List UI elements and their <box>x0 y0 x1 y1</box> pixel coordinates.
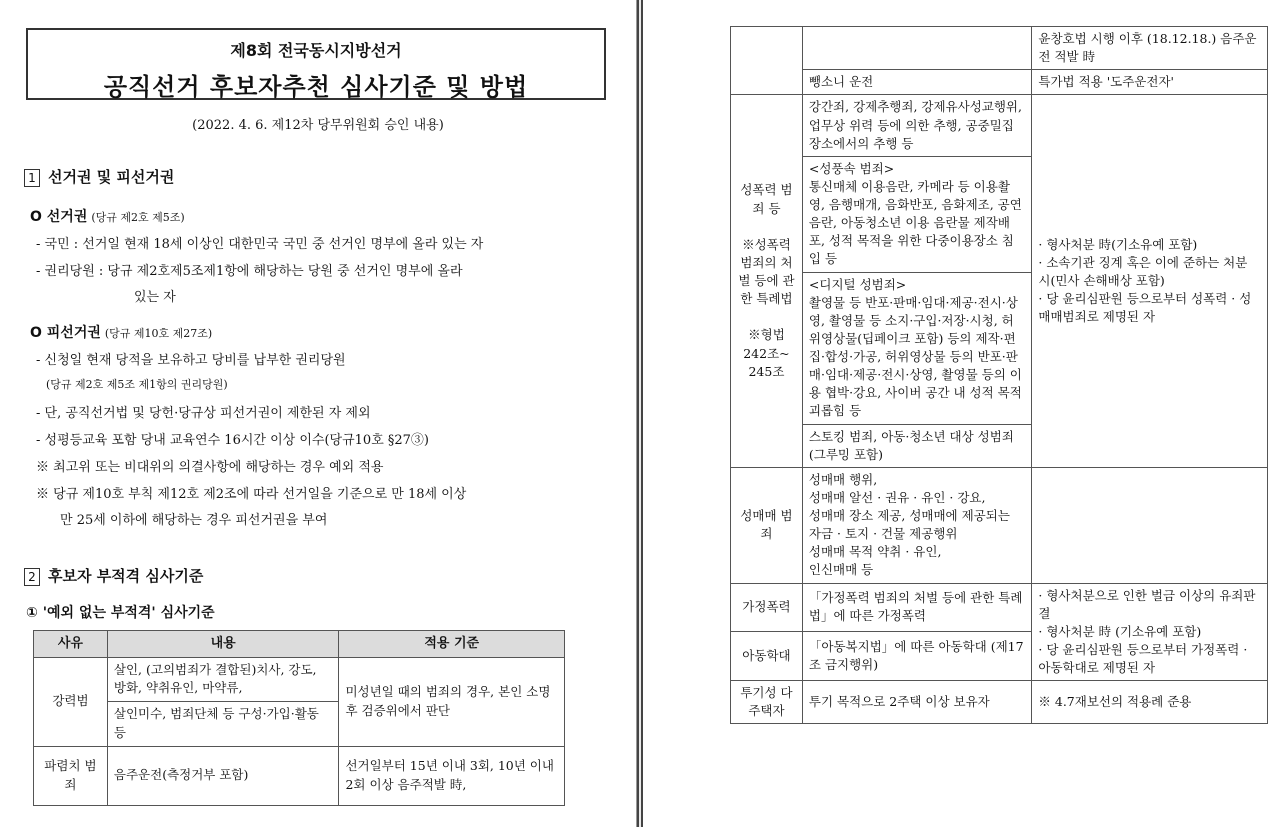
reason-cell: 아동학대 <box>731 632 803 681</box>
standard-cell <box>1032 467 1268 583</box>
table-row <box>731 467 1268 583</box>
content-cell: 뺑소니 운전 <box>802 70 1031 95</box>
content-cell: 성매매 행위, 성매매 알선 · 권유 · 유인 · 강요, 성매매 장소 제공, 성매매에 제공되는 자금 · 토지 · 건물 제공행위 성매매 목적 약취 · 유인, 인신매매 등 <box>802 467 1031 583</box>
table-row <box>731 583 1268 632</box>
table-row <box>731 70 1268 95</box>
section-title: 후보자 부적격 심사기준 <box>48 567 204 585</box>
table-row <box>34 746 565 805</box>
reason-cell: 투기성 다주택자 <box>731 681 803 724</box>
content-cell: 「아동복지법」에 따른 아동학대 (제17조 금지행위) <box>802 632 1031 681</box>
table-row <box>34 657 565 702</box>
standard-cell: 윤창호법 시행 이후 (18.12.18.) 음주운전 적발 時 <box>1032 27 1268 70</box>
content-cell: 투기 목적으로 2주택 이상 보유자 <box>802 681 1031 724</box>
section-2-heading <box>24 565 203 586</box>
section-title: 선거권 및 피선거권 <box>48 168 175 186</box>
header-content: 내용 <box>107 631 339 658</box>
header-standard: 적용 기준 <box>339 631 565 658</box>
vote-heading-text: O 선거권 <box>30 209 88 225</box>
reason-cell: 성폭력 범죄 등 ※성폭력 범죄의 처벌 등에 관한 특례법 ※형법 242조~ 245조 <box>731 95 803 467</box>
reason-cell: 가정폭력 <box>731 583 803 632</box>
vote-line-2a: - 권리당원 : 당규 제2호제5조제1항에 해당하는 당원 중 선거인 명부에 올라 <box>36 264 463 279</box>
standard-cell: · 형사처분 時(기소유예 포함) · 소속기관 징계 혹은 이에 준하는 처분 시(민사 손해배상 포함) · 당 윤리심판원 등으로부터 성폭력 · 성매매범죄로 제명된 자 <box>1032 95 1268 467</box>
content-cell: 살인미수, 범죄단체 등 구성·가입·활동 등 <box>107 702 339 747</box>
standard-cell: ※ 4.7재보선의 적용례 준용 <box>1032 681 1268 724</box>
elig-line-3: - 성평등교육 포함 당내 교육연수 16시간 이상 이수(당규10호 §27③) <box>36 433 429 448</box>
left-page <box>0 0 637 827</box>
vote-line-2b: 있는 자 <box>134 290 176 305</box>
elig-line-1: - 신청일 현재 당적을 보유하고 당비를 납부한 권리당원 <box>36 353 346 368</box>
title-top: 제8회 전국동시지방선거 <box>230 41 402 60</box>
disqualification-table <box>33 630 565 806</box>
reason-cell: 성매매 범죄 <box>731 467 803 583</box>
disqualification-table-continued <box>730 26 1268 724</box>
content-cell: 음주운전(측정거부 포함) <box>107 746 339 805</box>
standard-cell: · 형사처분으로 인한 벌금 이상의 유죄판결 · 형사처분 時 (기소유예 포함) · 당 윤리심판원 등으로부터 가정폭력 · 아동학대로 제명된 자 <box>1032 583 1268 681</box>
document-title: 공직선거 후보자추천 심사기준 및 방법 <box>103 73 529 101</box>
page-divider <box>637 0 643 827</box>
section-number: 2 <box>24 568 40 586</box>
vote-line-1: - 국민 : 선거일 현재 18세 이상인 대한민국 국민 중 선거인 명부에 올라 있는 자 <box>36 237 484 252</box>
standard-cell: 미성년일 때의 범죄의 경우, 본인 소명 후 검증위에서 판단 <box>339 657 565 746</box>
elig-ref: (당규 제10호 제27조) <box>104 327 213 340</box>
elig-line-4: ※ 최고위 또는 비대위의 의결사항에 해당하는 경우 예외 적용 <box>36 460 384 475</box>
eligibility-heading <box>30 322 212 342</box>
reason-cell: 강력범 <box>34 657 108 746</box>
table-row <box>731 95 1268 156</box>
approval-note: (2022. 4. 6. 제12차 당무위원회 승인 내용) <box>192 118 444 133</box>
content-cell <box>802 27 1031 70</box>
table-row <box>731 27 1268 70</box>
elig-line-5a: ※ 당규 제10호 부칙 제12호 제2조에 따라 선거일을 기준으로 만 18세 이상 <box>36 487 467 502</box>
content-cell: 강간죄, 강제추행죄, 강제유사성교행위, 업무상 위력 등에 의한 추행, 공중밀집장소에서의 추행 등 <box>802 95 1031 156</box>
vote-right-heading <box>30 206 185 226</box>
elig-line-2: - 단, 공직선거법 및 당헌·당규상 피선거권이 제한된 자 제외 <box>36 406 371 421</box>
standard-cell: 특가법 적용 '도주운전자' <box>1032 70 1268 95</box>
content-cell: 살인, (고의범죄가 결합된)치사, 강도, 방화, 약취유인, 마약류, <box>107 657 339 702</box>
right-page <box>644 0 1280 827</box>
subsection-heading: ① '예외 없는 부적격' 심사기준 <box>26 605 215 621</box>
table-header-row <box>34 631 565 658</box>
reason-cell: 파렴치 범죄 <box>34 746 108 805</box>
table-row <box>731 681 1268 724</box>
title-box <box>26 28 606 100</box>
content-cell: <디지털 성범죄> 촬영물 등 반포·판매·임대·제공·전시·상영, 촬영물 등 소지·구입·저장·시청, 허위영상물(딥페이크 포함) 등의 제작·편집·합성·가공, 허위영상물 등의 반포·판매·임대·제공·전시·상영, 촬영물 등의 이용 협박·강요, 사이버 공간 내 성적 목적 괴롭힘 등 <box>802 272 1031 424</box>
section-1-heading <box>24 166 174 187</box>
vote-ref: (당규 제2호 제5조) <box>91 211 185 224</box>
content-cell: 「가정폭력 범죄의 처벌 등에 관한 특례법」에 따른 가정폭력 <box>802 583 1031 632</box>
content-cell: <성풍속 범죄> 통신매체 이용음란, 카메라 등 이용촬영, 음행매개, 음화반포, 음화제조, 공연음란, 아동청소년 이용 음란물 제작배포, 성적 목적을 위한 다중이용장소 침입 등 <box>802 156 1031 272</box>
content-cell: 스토킹 범죄, 아동·청소년 대상 성범죄(그루밍 포함) <box>802 424 1031 467</box>
header-reason: 사유 <box>34 631 108 658</box>
reason-cell <box>731 27 803 95</box>
elig-line-1b: (당규 제2호 제5조 제1항의 권리당원) <box>46 378 228 391</box>
standard-cell: 선거일부터 15년 이내 3회, 10년 이내 2회 이상 음주적발 時, <box>339 746 565 805</box>
elig-line-5b: 만 25세 이하에 해당하는 경우 피선거권을 부여 <box>60 513 328 528</box>
elig-heading-text: O 피선거권 <box>30 325 101 341</box>
section-number: 1 <box>24 169 40 187</box>
